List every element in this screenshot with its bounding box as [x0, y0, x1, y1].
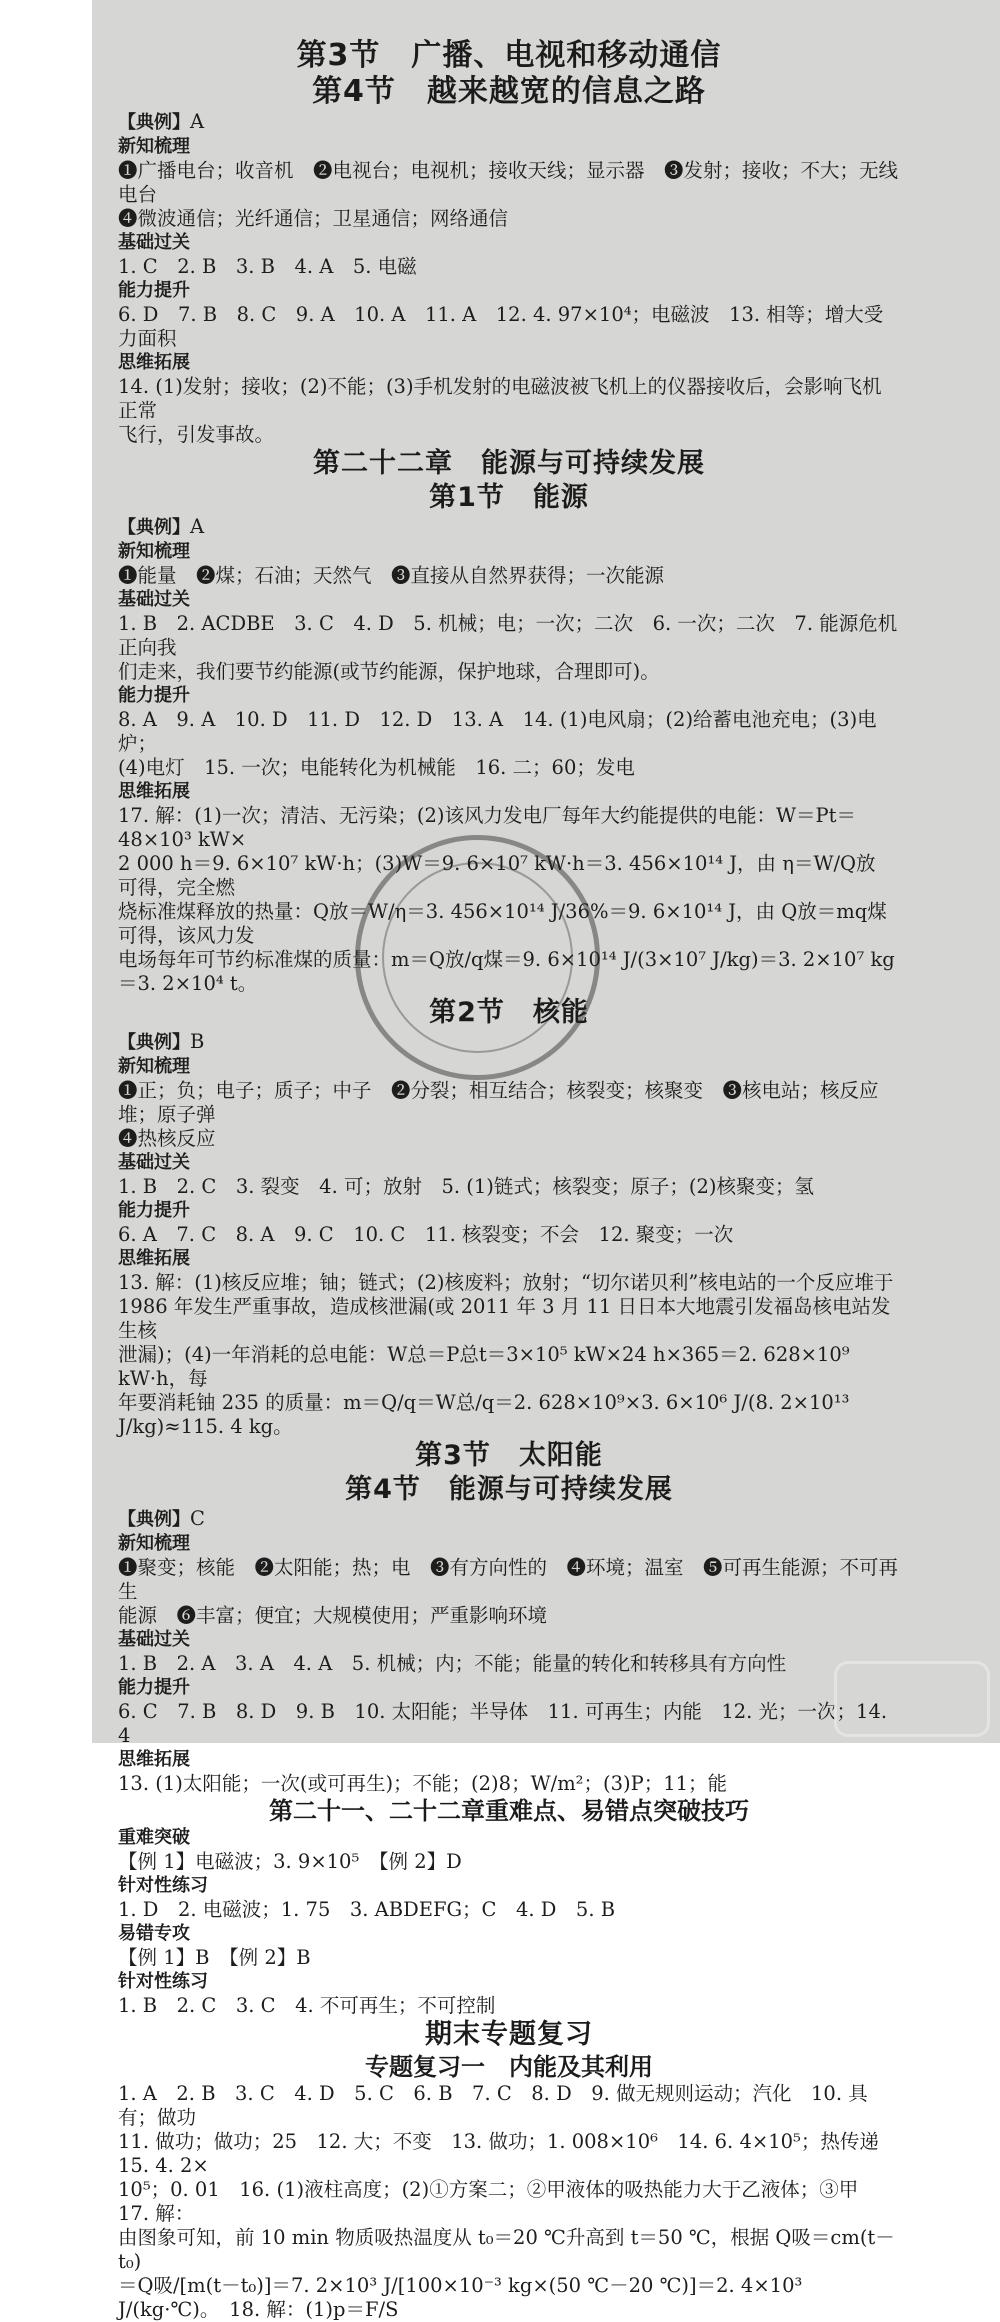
answer-line: ❶能量 ❷煤；石油；天然气 ❸直接从自然界获得；一次能源 [118, 564, 665, 587]
example-label: 【典例】 [118, 517, 190, 538]
watermark-logo [834, 1661, 990, 1737]
category-label: 基础过关 [118, 1629, 190, 1650]
answer-line [118, 1030, 900, 1055]
category-label: 能力提升 [118, 1677, 190, 1698]
answer-line: 1986 年发生严重事故，造成核泄漏(或 2011 年 3 月 11 日日本大地震引发福岛核电站发生核 [118, 1295, 891, 1342]
section-title: 第二十二章 能源与可持续发展 [313, 448, 705, 479]
answer-line [118, 1507, 900, 1532]
category-label: 能力提升 [118, 280, 190, 301]
category-label: 思维拓展 [118, 1248, 190, 1269]
section-title: 第3节 广播、电视和移动通信 [296, 38, 722, 73]
answer-line: 年要消耗铀 235 的质量：m＝Q/q＝W总/q＝2. 628×10⁹×3. 6×10⁶ J/(8. 2×10¹³ J/kg)≈115. 4 kg。 [118, 1391, 850, 1438]
category-label: 基础过关 [118, 232, 190, 253]
example-label: 【典例】 [118, 1509, 190, 1530]
answer-line: ❶聚变；核能 ❷太阳能；热；电 ❸有方向性的 ❹环境；温室 ❺可再生能源；不可再生 [118, 1556, 899, 1603]
answer-line: ❹微波通信；光纤通信；卫星通信；网络通信 [118, 207, 509, 230]
example-answer: C [190, 1507, 205, 1530]
example-label: 【典例】 [118, 1032, 190, 1053]
answer-line: 10⁵；0. 01 16. (1)液柱高度；(2)①方案二；②甲液体的吸热能力大于乙液体；③甲 17. 解： [118, 2178, 878, 2225]
section-title: 第4节 能源与可持续发展 [345, 1474, 673, 1505]
example-answer: A [190, 110, 205, 133]
answer-line: 13. (1)太阳能；一次(或可再生)；不能；(2)8；W/m²；(3)P；11；能 [118, 1772, 728, 1795]
answer-line: 飞行，引发事故。 [118, 423, 275, 446]
answer-line: 1. C 2. B 3. B 4. A 5. 电磁 [118, 255, 417, 278]
answer-line: ❶正；负；电子；质子；中子 ❷分裂；相互结合；核裂变；核聚变 ❸核电站；核反应堆；原子弹 [118, 1079, 879, 1126]
section-title: 第4节 越来越宽的信息之路 [312, 74, 706, 109]
section-title: 第2节 核能 [429, 997, 589, 1028]
category-label: 新知梳理 [118, 541, 190, 562]
answer-line: 2 000 h＝9. 6×10⁷ kW·h；(3)W＝9. 6×10⁷ kW·h＝3. 456×10¹⁴ J，由 η＝W/Q放 可得，完全燃 [118, 852, 876, 899]
answer-line: 由图象可知，前 10 min 物质吸热温度从 t₀＝20 ℃升高到 t＝50 ℃，根据 Q吸＝cm(t－t₀) [118, 2226, 895, 2273]
answer-line: ＝Q吸/[m(t－t₀)]＝7. 2×10³ J/[100×10⁻³ kg×(50 ℃－20 ℃)]＝2. 4×10³ J/(kg·℃)。 18. 解：(1)p＝F/S [118, 2274, 803, 2321]
answer-line: 1. D 2. 电磁波；1. 75 3. ABDEFG；C 4. D 5. B [118, 1898, 616, 1921]
answer-line: 电场每年可节约标准煤的质量：m＝Q放/q煤＝9. 6×10¹⁴ J/(3×10⁷ J/kg)＝3. 2×10⁷ kg＝3. 2×10⁴ t。 [118, 948, 895, 995]
answer-line: 8. A 9. A 10. D 11. D 12. D 13. A 14. (1)电风扇；(2)给蓄电池充电；(3)电炉； [118, 708, 877, 755]
answer-line: 泄漏)；(4)一年消耗的总电能：W总＝P总t＝3×10⁵ kW×24 h×365＝2. 628×10⁹ kW·h，每 [118, 1343, 850, 1390]
answer-line: 烧标准煤释放的热量：Q放＝W/η＝3. 456×10¹⁴ J/36%＝9. 6×10¹⁴ J，由 Q放＝mq煤 可得，该风力发 [118, 900, 887, 947]
category-label: 重难突破 [118, 1827, 190, 1848]
example-label: 【典例】 [118, 112, 190, 133]
category-label: 思维拓展 [118, 352, 190, 373]
answer-line: 1. B 2. C 3. 裂变 4. 可；放射 5. (1)链式；核裂变；原子；(2)核聚变；氢 [118, 1175, 815, 1198]
section-title: 第1节 能源 [429, 482, 589, 513]
answer-content [118, 38, 900, 2322]
answer-line: 们走来，我们要节约能源(或节约能源，保护地球，合理即可)。 [118, 660, 660, 683]
answer-line [118, 515, 900, 540]
answer-line: 6. A 7. C 8. A 9. C 10. C 11. 核裂变；不会 12. 聚变；一次 [118, 1223, 734, 1246]
section-title: 专题复习一 内能及其利用 [365, 2053, 653, 2081]
category-label: 易错专攻 [118, 1923, 190, 1944]
category-label: 基础过关 [118, 589, 190, 610]
answer-line: 1. B 2. A 3. A 4. A 5. 机械；内；不能；能量的转化和转移具有方向性 [118, 1652, 787, 1675]
answer-line: (4)电灯 15. 一次；电能转化为机械能 16. 二；60；发电 [118, 756, 635, 779]
answer-line: 6. D 7. B 8. C 9. A 10. A 11. A 12. 4. 97×10⁴；电磁波 13. 相等；增大受力面积 [118, 303, 884, 350]
category-label: 能力提升 [118, 1200, 190, 1221]
answer-line: 11. 做功；做功；25 12. 大；不变 13. 做功；1. 008×10⁶ 14. 6. 4×10⁵；热传递 15. 4. 2× [118, 2130, 899, 2177]
category-label: 新知梳理 [118, 1056, 190, 1077]
answer-line: 【例 1】电磁波；3. 9×10⁵ 【例 2】D [118, 1850, 462, 1873]
answer-line: 1. B 2. C 3. C 4. 不可再生；不可控制 [118, 1994, 496, 2017]
answer-line: 17. 解：(1)一次；清洁、无污染；(2)该风力发电厂每年大约能提供的电能：W＝Pt＝48×10³ kW× [118, 804, 856, 851]
answer-line: 14. (1)发射；接收；(2)不能；(3)手机发射的电磁波被飞机上的仪器接收后，会影响飞机正常 [118, 375, 882, 422]
answer-line: 【例 1】B 【例 2】B [118, 1946, 311, 1969]
category-label: 思维拓展 [118, 1749, 190, 1770]
answer-line: 6. C 7. B 8. D 9. B 10. 太阳能；半导体 11. 可再生；内能 12. 光；一次；14. 4 [118, 1700, 888, 1747]
answer-line: 1. A 2. B 3. C 4. D 5. C 6. B 7. C 8. D 9. 做无规则运动；汽化 10. 具有；做功 [118, 2082, 868, 2129]
example-answer: B [190, 1030, 205, 1053]
category-label: 能力提升 [118, 685, 190, 706]
answer-line: 13. 解：(1)核反应堆；铀；链式；(2)核废料；放射；“切尔诺贝利”核电站的一个反应堆于 [118, 1271, 894, 1294]
category-label: 针对性练习 [118, 1971, 208, 1992]
answer-line: ❹热核反应 [118, 1127, 216, 1150]
example-answer: A [190, 515, 205, 538]
answer-line: 1. B 2. ACDBE 3. C 4. D 5. 机械；电；一次；二次 6. 一次；二次 7. 能源危机正向我 [118, 612, 898, 659]
category-label: 新知梳理 [118, 136, 190, 157]
answer-line: 能源 ❻丰富；便宜；大规模使用；严重影响环境 [118, 1604, 548, 1627]
category-label: 思维拓展 [118, 781, 190, 802]
category-label: 针对性练习 [118, 1875, 208, 1896]
category-label: 基础过关 [118, 1152, 190, 1173]
category-label: 新知梳理 [118, 1533, 190, 1554]
section-title: 第3节 太阳能 [415, 1440, 603, 1471]
answer-line: ❶广播电台；收音机 ❷电视台；电视机；接收天线；显示器 ❸发射；接收；不大；无线电台 [118, 159, 899, 206]
section-title: 期末专题复习 [425, 2019, 593, 2050]
section-title: 第二十一、二十二章重难点、易错点突破技巧 [269, 1797, 749, 1825]
answer-line [118, 110, 900, 135]
